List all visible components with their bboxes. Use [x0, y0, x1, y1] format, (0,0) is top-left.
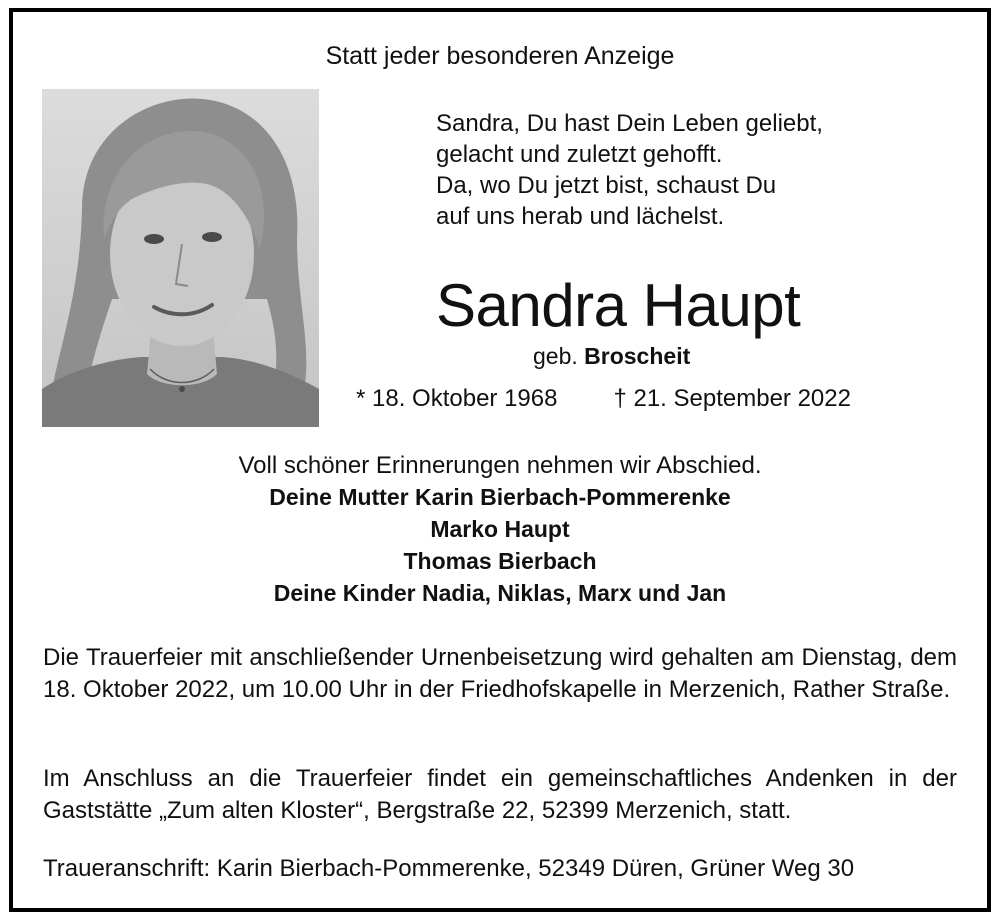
maiden-name-line — [533, 342, 690, 370]
deceased-name: Sandra Haupt — [436, 272, 801, 339]
mourners-list — [0, 481, 1000, 609]
farewell-line: Voll schöner Erinnerungen nehmen wir Abschied. — [238, 452, 762, 479]
death-date: † 21. September 2022 — [613, 385, 851, 412]
birth-date: * 18. Oktober 1968 — [356, 385, 558, 412]
maiden-name: Broscheit — [584, 343, 691, 369]
notice-header: Statt jeder besonderen Anzeige — [325, 42, 675, 70]
born-prefix: geb. — [533, 343, 578, 369]
life-dates — [356, 384, 851, 414]
verse-line: gelacht und zuletzt gehofft. — [436, 141, 723, 168]
verse — [436, 108, 823, 232]
mourner: Deine Kinder Nadia, Niklas, Marx und Jan — [273, 580, 727, 606]
mourner: Marko Haupt — [430, 516, 570, 542]
mourning-address: Traueranschrift: Karin Bierbach-Pommerenke, 52349 Düren, Grüner Weg 30 — [43, 855, 855, 882]
mourner: Deine Mutter Karin Bierbach-Pommerenke — [269, 484, 731, 510]
verse-line: auf uns herab und lächelst. — [436, 203, 725, 230]
verse-line: Sandra, Du hast Dein Leben geliebt, — [436, 110, 823, 137]
gathering-paragraph: Im Anschluss an die Trauerfeier findet ein gemeinschaftliches Andenken in der Gaststätte „Zum alten Kloster“, Bergstraße 22, 52399 Merzenich, statt. — [43, 765, 957, 824]
mourner: Thomas Bierbach — [403, 548, 597, 574]
verse-line: Da, wo Du jetzt bist, schaust Du — [436, 172, 777, 199]
service-paragraph: Die Trauerfeier mit anschließender Urnenbeisetzung wird gehalten am Dienstag, dem 18. Oktober 2022, um 10.00 Uhr in der Friedhofskapelle in Merzenich, Rather Straße. — [43, 644, 957, 703]
portrait-photo — [42, 89, 319, 427]
portrait-icon — [42, 89, 319, 427]
